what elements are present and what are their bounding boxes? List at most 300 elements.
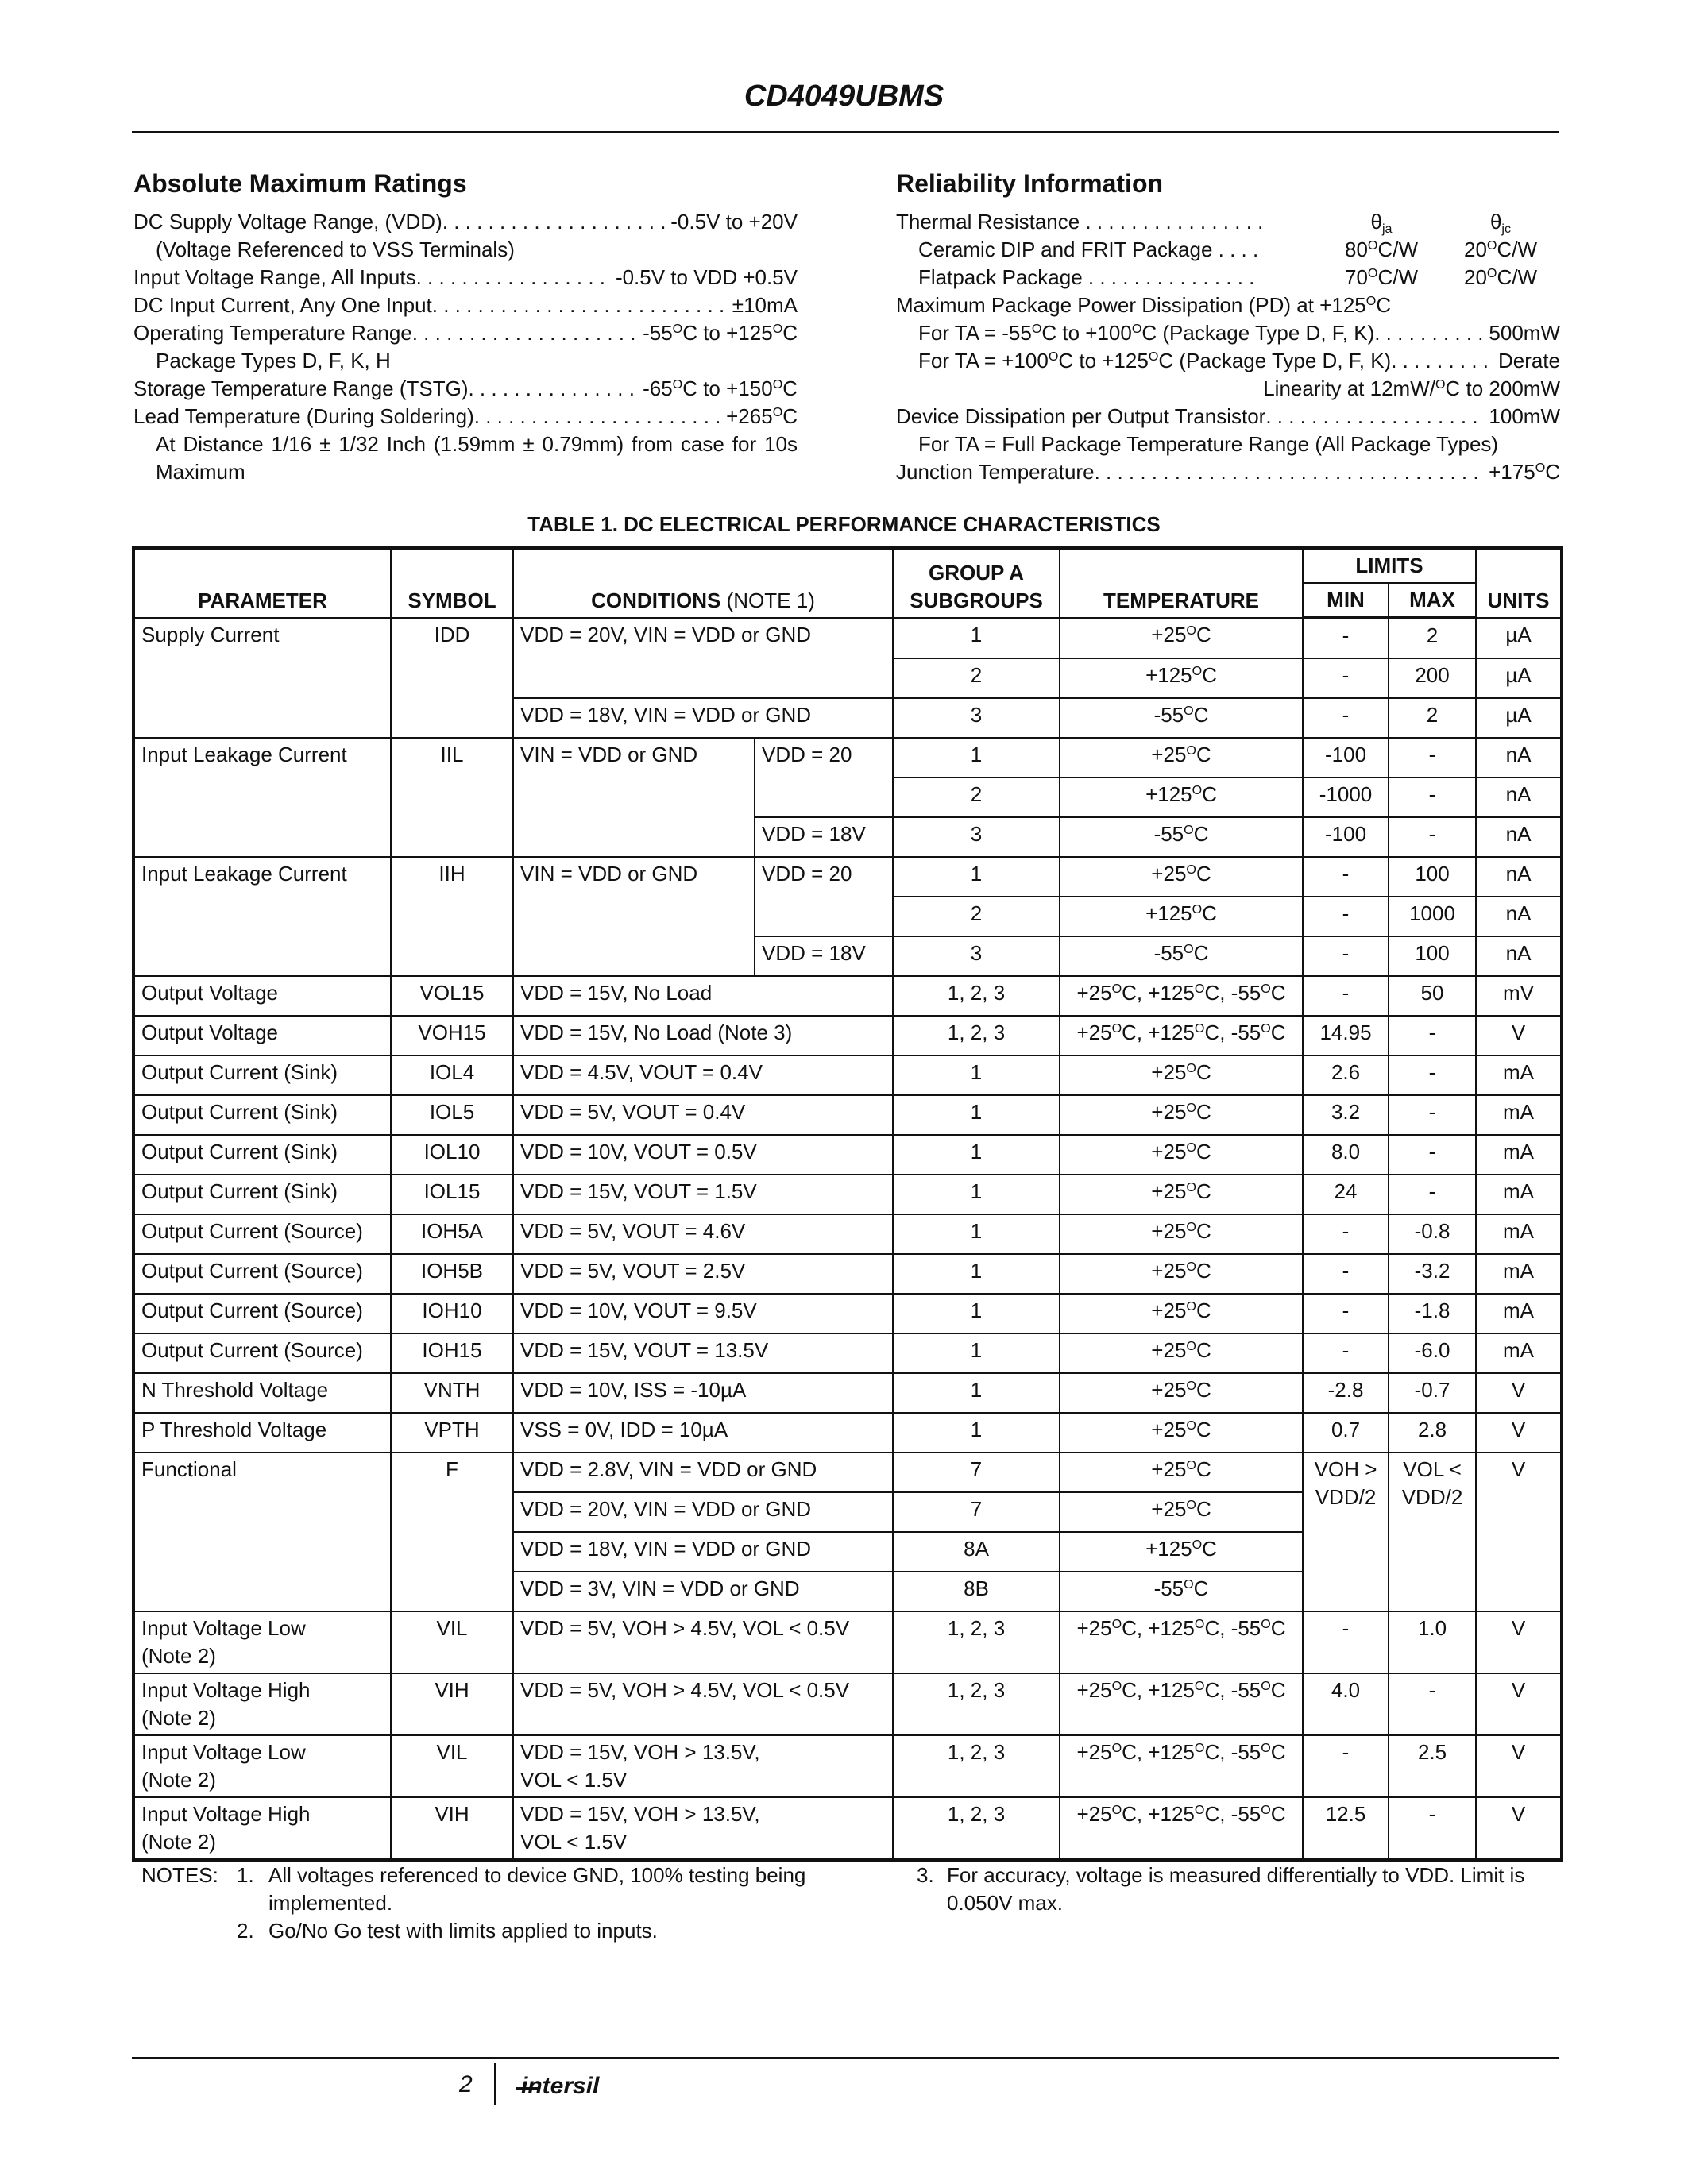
- theta-ja-header: $\theta_{ja}$: [1370, 210, 1393, 236]
- temperature-cell: $-55^OC$: [1060, 817, 1303, 857]
- units-cell: nA: [1476, 897, 1562, 936]
- param-cell: Output Current (Sink): [133, 1175, 391, 1214]
- table-row: [133, 1016, 1562, 1055]
- max-cell: -6.0: [1389, 1333, 1476, 1373]
- units-cell: V: [1476, 1673, 1562, 1735]
- table-row: [133, 1373, 1562, 1413]
- symbol-cell: IOH10: [391, 1294, 513, 1333]
- temperature-cell: $+25^OC$: [1060, 1413, 1303, 1453]
- symbol-cell: VOH15: [391, 1016, 513, 1055]
- spec-label: Flatpack Package . . . . . . . . . . . . . . .: [918, 265, 1255, 289]
- min-cell: -: [1303, 658, 1389, 698]
- units-cell: nA: [1476, 817, 1562, 857]
- min-cell: -100: [1303, 817, 1389, 857]
- param-cell: Output Current (Source): [133, 1333, 391, 1373]
- spec-label: Device Dissipation per Output Transistor: [896, 404, 1266, 428]
- units-cell: mA: [1476, 1175, 1562, 1214]
- subgroup-cell: 8A: [893, 1532, 1060, 1572]
- units-cell: V: [1476, 1797, 1562, 1860]
- subgroup-cell: 1: [893, 1135, 1060, 1175]
- subgroup-cell: 1: [893, 1254, 1060, 1294]
- header-parameter: PARAMETER: [133, 548, 391, 618]
- param-cell: Output Current (Source): [133, 1294, 391, 1333]
- page-number: 2: [459, 2071, 473, 2097]
- conditions-cell: VDD = 3V, VIN = VDD or GND: [513, 1572, 893, 1611]
- header-symbol: SYMBOL: [391, 548, 513, 618]
- units-cell: mA: [1476, 1254, 1562, 1294]
- note-text: All voltages referenced to device GND, 100% testing being implemented.: [268, 1863, 806, 1915]
- max-cell: -: [1389, 1055, 1476, 1095]
- spec-note: (Voltage Referenced to VSS Terminals): [156, 237, 515, 261]
- table-row: [133, 1175, 1562, 1214]
- table-row: [133, 1333, 1562, 1373]
- min-cell: -: [1303, 618, 1389, 658]
- symbol-cell: IOL10: [391, 1135, 513, 1175]
- units-cell: nA: [1476, 738, 1562, 778]
- table-row: [133, 976, 1562, 1016]
- spec-value: $-65^OC$ to $+150^OC$: [643, 376, 798, 400]
- spec-note: At Distance 1/16 ± 1/32 Inch (1.59mm ± 0.79mm) from case for 10s Maximum: [156, 432, 798, 484]
- leader-dots: [1391, 347, 1493, 375]
- spec-row: [896, 458, 1560, 486]
- units-cell: V: [1476, 1373, 1562, 1413]
- units-cell: nA: [1476, 857, 1562, 897]
- subgroup-cell: 1: [893, 1175, 1060, 1214]
- table-row: [133, 1095, 1562, 1135]
- footer-divider: [494, 2063, 496, 2105]
- table-row: [133, 1797, 1562, 1860]
- conditions-cell: VIN = VDD or GND: [513, 857, 755, 976]
- conditions-cell: VDD = 15V, VOH > 13.5V, VOL < 1.5V: [513, 1797, 893, 1860]
- temperature-cell: $+25^OC$, $+125^OC$, $-55^OC$: [1060, 1735, 1303, 1797]
- spec-label: Maximum Package Power Dissipation (PD) at $+125^OC$: [896, 293, 1392, 317]
- max-cell: -: [1389, 778, 1476, 817]
- spec-value: ±10mA: [732, 293, 798, 317]
- subgroup-cell: 1, 2, 3: [893, 976, 1060, 1016]
- header-limits: LIMITS: [1303, 548, 1476, 583]
- spec-label: Operating Temperature Range: [133, 321, 412, 345]
- footer-rule: [132, 2057, 1559, 2059]
- conditions-cell: VDD = 20V, VIN = VDD or GND: [513, 618, 893, 698]
- reliability-list: [896, 208, 1560, 486]
- conditions-cell: VDD = 15V, VOUT = 1.5V: [513, 1175, 893, 1214]
- table-row: [133, 1673, 1562, 1735]
- conditions-cell: VDD = 5V, VOH > 4.5V, VOL < 0.5V: [513, 1611, 893, 1673]
- spec-value: $+265^OC$: [726, 404, 798, 428]
- subgroup-cell: 1: [893, 1055, 1060, 1095]
- max-cell: -: [1389, 1095, 1476, 1135]
- min-cell: 3.2: [1303, 1095, 1389, 1135]
- spec-row: [896, 375, 1560, 403]
- param-cell: Output Current (Sink): [133, 1135, 391, 1175]
- max-cell: -0.8: [1389, 1214, 1476, 1254]
- spec-row: [896, 291, 1560, 319]
- spec-label: Storage Temperature Range (TSTG): [133, 376, 469, 400]
- notes-label: NOTES:: [141, 1863, 218, 1887]
- conditions-cell: VDD = 5V, VOUT = 2.5V: [513, 1254, 893, 1294]
- min-cell: -: [1303, 857, 1389, 897]
- subgroup-cell: 1, 2, 3: [893, 1735, 1060, 1797]
- spec-label: DC Input Current, Any One Input: [133, 293, 432, 317]
- vdd-cell: VDD = 20: [755, 738, 893, 817]
- vdd-cell: VDD = 18V: [755, 936, 893, 976]
- header-units: UNITS: [1476, 548, 1562, 618]
- subgroup-cell: 1, 2, 3: [893, 1797, 1060, 1860]
- spec-row: [133, 264, 798, 291]
- units-cell: V: [1476, 1413, 1562, 1453]
- page-title: CD4049UBMS: [744, 79, 944, 113]
- param-cell: P Threshold Voltage: [133, 1413, 391, 1453]
- leader-dots: [432, 291, 728, 319]
- min-cell: -2.8: [1303, 1373, 1389, 1413]
- note-1: [141, 1862, 888, 1917]
- leader-dots: [474, 403, 721, 430]
- temperature-cell: $+25^OC$: [1060, 1294, 1303, 1333]
- spec-row: [896, 264, 1560, 291]
- table-row: [133, 1214, 1562, 1254]
- min-cell: -: [1303, 976, 1389, 1016]
- units-cell: mA: [1476, 1294, 1562, 1333]
- max-cell: 2.8: [1389, 1413, 1476, 1453]
- note-3: [917, 1862, 1552, 1917]
- spec-row: [896, 236, 1560, 264]
- min-cell: 14.95: [1303, 1016, 1389, 1055]
- units-cell: µA: [1476, 618, 1562, 658]
- param-cell: Output Current (Sink): [133, 1055, 391, 1095]
- symbol-cell: VOL15: [391, 976, 513, 1016]
- temperature-cell: $+25^OC$: [1060, 1055, 1303, 1095]
- header-max: MAX: [1389, 583, 1476, 618]
- spec-row: [896, 430, 1560, 458]
- min-cell: -: [1303, 936, 1389, 976]
- param-cell: Input Voltage High (Note 2): [133, 1673, 391, 1735]
- param-cell: Output Voltage: [133, 1016, 391, 1055]
- units-cell: mA: [1476, 1055, 1562, 1095]
- temperature-cell: $+25^OC$: [1060, 1135, 1303, 1175]
- conditions-cell: VDD = 15V, VOUT = 13.5V: [513, 1333, 893, 1373]
- symbol-cell: IOH5A: [391, 1214, 513, 1254]
- spec-value: $+175^OC$: [1489, 460, 1560, 484]
- subgroup-cell: 2: [893, 897, 1060, 936]
- subgroup-cell: 3: [893, 936, 1060, 976]
- max-cell: -: [1389, 1135, 1476, 1175]
- subgroup-cell: 1: [893, 857, 1060, 897]
- subgroup-cell: 1: [893, 1333, 1060, 1373]
- spec-row: [896, 319, 1560, 347]
- spec-label: For TA = $-55^OC$ to $+100^OC$ (Package Type D, F, K): [918, 321, 1375, 345]
- spec-value: -0.5V to +20V: [670, 210, 798, 233]
- spec-value: $-55^OC$ to $+125^OC$: [643, 321, 798, 345]
- units-cell: mA: [1476, 1214, 1562, 1254]
- spec-label: For TA = $+100^OC$ to $+125^OC$ (Package Type D, F, K): [918, 349, 1392, 372]
- temperature-cell: $+25^OC$, $+125^OC$, $-55^OC$: [1060, 1797, 1303, 1860]
- units-cell: µA: [1476, 698, 1562, 738]
- leader-dots: [416, 264, 611, 291]
- param-cell: Input Voltage Low (Note 2): [133, 1611, 391, 1673]
- conditions-cell: VDD = 10V, ISS = -10µA: [513, 1373, 893, 1413]
- min-cell: -: [1303, 1214, 1389, 1254]
- spec-row: [133, 347, 798, 375]
- max-cell: -: [1389, 1797, 1476, 1860]
- units-cell: nA: [1476, 936, 1562, 976]
- conditions-cell: VDD = 18V, VIN = VDD or GND: [513, 698, 893, 738]
- spec-value: Derate: [1497, 349, 1560, 372]
- spec-value: $20^OC/W$: [1464, 265, 1537, 289]
- symbol-cell: IOH5B: [391, 1254, 513, 1294]
- table-row: [133, 1735, 1562, 1797]
- min-cell: -: [1303, 897, 1389, 936]
- symbol-cell: IOL15: [391, 1175, 513, 1214]
- units-cell: mA: [1476, 1135, 1562, 1175]
- leader-dots: [1095, 458, 1485, 486]
- max-cell: -: [1389, 1016, 1476, 1055]
- spec-label: Ceramic DIP and FRIT Package . . . .: [918, 237, 1259, 261]
- param-cell: Input Leakage Current: [133, 857, 391, 976]
- subgroup-cell: 1: [893, 1214, 1060, 1254]
- table-title: TABLE 1. DC ELECTRICAL PERFORMANCE CHARACTERISTICS: [527, 512, 1161, 536]
- units-cell: mV: [1476, 976, 1562, 1016]
- header-min: MIN: [1303, 583, 1389, 618]
- spec-label: Junction Temperature: [896, 460, 1095, 484]
- table-row: [133, 1611, 1562, 1673]
- max-cell: -: [1389, 1175, 1476, 1214]
- table-row: [133, 1055, 1562, 1095]
- conditions-cell: VDD = 10V, VOUT = 0.5V: [513, 1135, 893, 1175]
- note-text: Go/No Go test with limits applied to inputs.: [268, 1919, 658, 1943]
- spec-label: DC Supply Voltage Range, (VDD): [133, 210, 442, 233]
- subgroup-cell: 2: [893, 658, 1060, 698]
- symbol-cell: IIL: [391, 738, 513, 857]
- max-cell: 100: [1389, 936, 1476, 976]
- symbol-cell: IIH: [391, 857, 513, 976]
- min-cell: -: [1303, 698, 1389, 738]
- subgroup-cell: 7: [893, 1492, 1060, 1532]
- temperature-cell: $+25^OC$: [1060, 857, 1303, 897]
- note-text: For accuracy, voltage is measured differentially to VDD. Limit is 0.050V max.: [947, 1863, 1525, 1915]
- conditions-cell: VDD = 5V, VOH > 4.5V, VOL < 0.5V: [513, 1673, 893, 1735]
- spec-note: Linearity at 12mW/$^O$C to 200mW: [1263, 376, 1560, 400]
- spec-row: [133, 319, 798, 347]
- symbol-cell: VIH: [391, 1673, 513, 1735]
- spec-value: $70^OC/W$: [1345, 265, 1418, 289]
- conditions-cell: VDD = 5V, VOUT = 0.4V: [513, 1095, 893, 1135]
- max-cell: -1.8: [1389, 1294, 1476, 1333]
- param-cell: Input Voltage High (Note 2): [133, 1797, 391, 1860]
- max-cell: -: [1389, 817, 1476, 857]
- min-cell: -: [1303, 1611, 1389, 1673]
- max-cell: 2.5: [1389, 1735, 1476, 1797]
- temperature-cell: $+25^OC$: [1060, 1492, 1303, 1532]
- symbol-cell: IOL4: [391, 1055, 513, 1095]
- max-cell: 1.0: [1389, 1611, 1476, 1673]
- symbol-cell: VNTH: [391, 1373, 513, 1413]
- conditions-cell: VDD = 15V, No Load (Note 3): [513, 1016, 893, 1055]
- table-row: [133, 618, 1562, 658]
- units-cell: mA: [1476, 1333, 1562, 1373]
- max-cell: -0.7: [1389, 1373, 1476, 1413]
- conditions-cell: VDD = 18V, VIN = VDD or GND: [513, 1532, 893, 1572]
- vdd-cell: VDD = 18V: [755, 817, 893, 857]
- temperature-cell: $+125^OC$: [1060, 658, 1303, 698]
- units-cell: mA: [1476, 1095, 1562, 1135]
- subgroup-cell: 1: [893, 1413, 1060, 1453]
- temperature-cell: $+125^OC$: [1060, 778, 1303, 817]
- intersil-logo: [515, 2070, 658, 2101]
- units-cell: V: [1476, 1735, 1562, 1797]
- note-number: 2.: [237, 1919, 254, 1943]
- spec-row: [896, 208, 1560, 236]
- leader-dots: [1374, 319, 1484, 347]
- temperature-cell: $+25^OC$, $+125^OC$, $-55^OC$: [1060, 1673, 1303, 1735]
- two-line-rows: [133, 1611, 1562, 1860]
- symbol-cell: F: [391, 1453, 513, 1611]
- units-cell: V: [1476, 1611, 1562, 1673]
- symbol-cell: VIL: [391, 1611, 513, 1673]
- table-row: [133, 738, 1562, 778]
- absolute-maximum-ratings-list: [133, 208, 798, 486]
- param-cell: Functional: [133, 1453, 391, 1611]
- temperature-cell: $+25^OC$: [1060, 618, 1303, 658]
- spec-label: Input Voltage Range, All Inputs: [133, 265, 416, 289]
- temperature-cell: $+25^OC$, $+125^OC$, $-55^OC$: [1060, 976, 1303, 1016]
- symbol-cell: VIH: [391, 1797, 513, 1860]
- table-row: [133, 1254, 1562, 1294]
- temperature-cell: $+125^OC$: [1060, 1532, 1303, 1572]
- min-cell: VOH > VDD/2: [1303, 1453, 1389, 1611]
- note-number: 3.: [917, 1863, 934, 1887]
- spec-value: -0.5V to VDD +0.5V: [615, 265, 798, 289]
- spec-row: [896, 347, 1560, 375]
- max-cell: 100: [1389, 857, 1476, 897]
- leader-dots: [1265, 403, 1484, 430]
- min-cell: 0.7: [1303, 1413, 1389, 1453]
- note-number: 1.: [237, 1863, 254, 1887]
- min-cell: -: [1303, 1294, 1389, 1333]
- conditions-cell: VDD = 4.5V, VOUT = 0.4V: [513, 1055, 893, 1095]
- temperature-cell: $+25^OC$, $+125^OC$, $-55^OC$: [1060, 1016, 1303, 1055]
- spec-value: $20^OC/W$: [1464, 237, 1537, 261]
- spec-row: [133, 375, 798, 403]
- spec-value: 100mW: [1489, 404, 1560, 428]
- conditions-cell: VDD = 2.8V, VIN = VDD or GND: [513, 1453, 893, 1492]
- min-cell: 4.0: [1303, 1673, 1389, 1735]
- temperature-cell: $+25^OC$: [1060, 1373, 1303, 1413]
- leader-dots: [442, 208, 666, 236]
- max-cell: 200: [1389, 658, 1476, 698]
- subgroup-cell: 1, 2, 3: [893, 1611, 1060, 1673]
- min-cell: -1000: [1303, 778, 1389, 817]
- conditions-cell: VDD = 15V, VOH > 13.5V, VOL < 1.5V: [513, 1735, 893, 1797]
- conditions-cell: VDD = 20V, VIN = VDD or GND: [513, 1492, 893, 1532]
- symbol-cell: IOH15: [391, 1333, 513, 1373]
- spec-label: Thermal Resistance . . . . . . . . . . . . . . . .: [896, 210, 1264, 233]
- leader-dots: [468, 375, 638, 403]
- param-cell: Input Leakage Current: [133, 738, 391, 857]
- min-cell: -: [1303, 1333, 1389, 1373]
- conditions-cell: VSS = 0V, IDD = 10µA: [513, 1413, 893, 1453]
- min-cell: 24: [1303, 1175, 1389, 1214]
- temperature-cell: $-55^OC$: [1060, 936, 1303, 976]
- units-cell: µA: [1476, 658, 1562, 698]
- spec-row: [896, 403, 1560, 430]
- param-cell: N Threshold Voltage: [133, 1373, 391, 1413]
- subgroup-cell: 8B: [893, 1572, 1060, 1611]
- param-cell: Output Current (Source): [133, 1214, 391, 1254]
- spec-row: [133, 291, 798, 319]
- param-cell: Output Current (Sink): [133, 1095, 391, 1135]
- theta-jc-header: $\theta_{jc}$: [1489, 210, 1512, 236]
- temperature-cell: $+25^OC$: [1060, 1254, 1303, 1294]
- table-row: [133, 1453, 1562, 1492]
- temperature-cell: $+25^OC$: [1060, 1095, 1303, 1135]
- subgroup-cell: 1: [893, 618, 1060, 658]
- units-cell: V: [1476, 1016, 1562, 1055]
- simple-rows: [133, 1055, 1562, 1453]
- temperature-cell: $+25^OC$: [1060, 1214, 1303, 1254]
- subgroup-cell: 3: [893, 817, 1060, 857]
- units-cell: nA: [1476, 778, 1562, 817]
- temperature-cell: $+25^OC$, $+125^OC$, $-55^OC$: [1060, 1611, 1303, 1673]
- dc-characteristics-table: [132, 546, 1563, 1862]
- temperature-cell: $+25^OC$: [1060, 738, 1303, 778]
- max-cell: 1000: [1389, 897, 1476, 936]
- spec-label: Lead Temperature (During Soldering): [133, 404, 474, 428]
- table-row: [133, 1413, 1562, 1453]
- max-cell: 2: [1389, 618, 1476, 658]
- subgroup-cell: 7: [893, 1453, 1060, 1492]
- spec-row: [133, 430, 798, 486]
- subgroup-cell: 1: [893, 1373, 1060, 1413]
- temperature-cell: $-55^OC$: [1060, 1572, 1303, 1611]
- temperature-cell: $+25^OC$: [1060, 1175, 1303, 1214]
- conditions-cell: VDD = 15V, No Load: [513, 976, 893, 1016]
- conditions-cell: VDD = 5V, VOUT = 4.6V: [513, 1214, 893, 1254]
- header-temperature: TEMPERATURE: [1060, 548, 1303, 618]
- min-cell: 12.5: [1303, 1797, 1389, 1860]
- header-rule: [132, 131, 1559, 133]
- subgroup-cell: 1: [893, 1294, 1060, 1333]
- temperature-cell: $+125^OC$: [1060, 897, 1303, 936]
- header-conditions: CONDITIONS (NOTE 1): [513, 548, 893, 618]
- reliability-heading: Reliability Information: [896, 169, 1164, 198]
- symbol-cell: VIL: [391, 1735, 513, 1797]
- temperature-cell: $+25^OC$: [1060, 1333, 1303, 1373]
- spec-row: [133, 236, 798, 264]
- note-2: [141, 1917, 888, 1945]
- temperature-cell: $-55^OC$: [1060, 698, 1303, 738]
- max-cell: VOL < VDD/2: [1389, 1453, 1476, 1611]
- subgroup-cell: 1, 2, 3: [893, 1016, 1060, 1055]
- table-row: [133, 1294, 1562, 1333]
- spec-value: 500mW: [1489, 321, 1560, 345]
- absolute-maximum-ratings-heading: Absolute Maximum Ratings: [133, 169, 467, 198]
- leader-dots: [412, 319, 638, 347]
- table-row: [133, 857, 1562, 897]
- spec-row: [133, 208, 798, 236]
- param-cell: Output Voltage: [133, 976, 391, 1016]
- symbol-cell: IOL5: [391, 1095, 513, 1135]
- subgroup-cell: 3: [893, 698, 1060, 738]
- min-cell: 8.0: [1303, 1135, 1389, 1175]
- min-cell: -: [1303, 1735, 1389, 1797]
- subgroup-cell: 1, 2, 3: [893, 1673, 1060, 1735]
- units-cell: V: [1476, 1453, 1562, 1611]
- conditions-cell: VDD = 10V, VOUT = 9.5V: [513, 1294, 893, 1333]
- spec-note: For TA = Full Package Temperature Range (All Package Types): [918, 432, 1499, 456]
- spec-row: [133, 403, 798, 430]
- param-cell: Output Current (Source): [133, 1254, 391, 1294]
- temperature-cell: $+25^OC$: [1060, 1453, 1303, 1492]
